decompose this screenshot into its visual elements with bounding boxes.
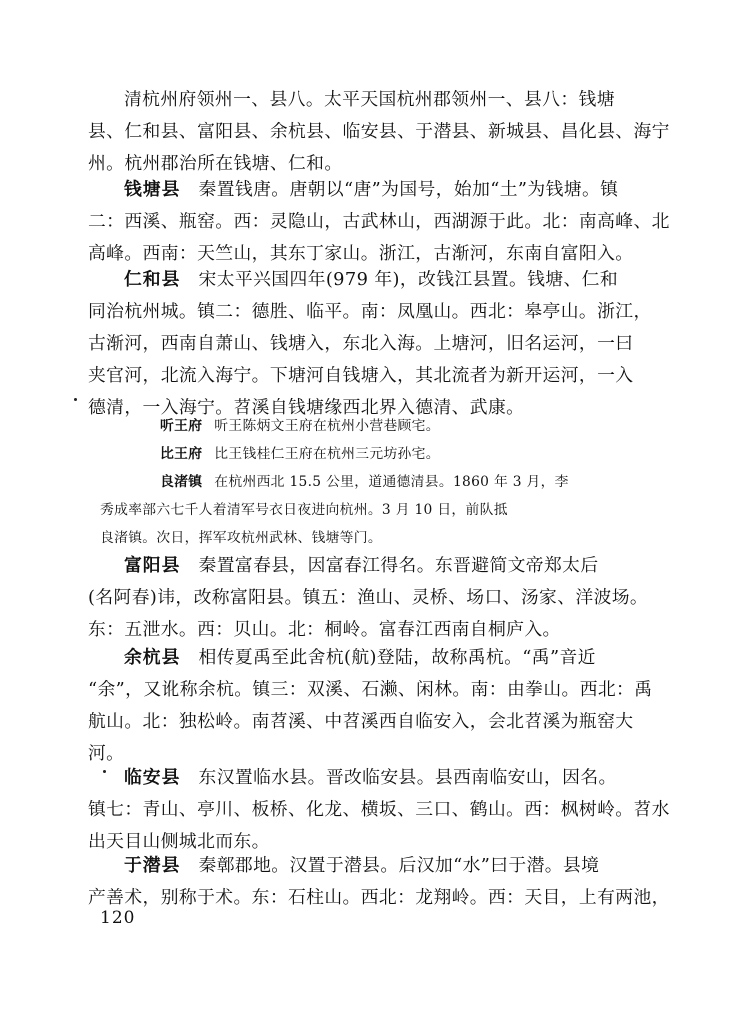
entry-heading: 仁和县 bbox=[124, 269, 181, 290]
entry-heading: 余杭县 bbox=[124, 647, 181, 668]
text-line: (名阿春)讳，改称富阳县。镇五：渔山、灵桥、场口、汤家、洋波场。 bbox=[88, 587, 649, 608]
text-line: 河。 bbox=[88, 743, 125, 764]
entry-heading: 良渚镇 bbox=[160, 474, 203, 490]
text-line: 县、仁和县、富阳县、余杭县、临安县、于潜县、新城县、昌化县、海宁 bbox=[88, 121, 670, 142]
entry-heading: 比王府 bbox=[160, 446, 203, 462]
paragraph-yuhang bbox=[88, 642, 653, 770]
text-line: 夹官河，北流入海宁。下塘河自钱塘入，其北流者为新开运河，一入 bbox=[88, 365, 634, 386]
entry-heading: 于潜县 bbox=[124, 855, 181, 876]
entry-text: 听王陈炳文王府在杭州小营巷顾宅。 bbox=[214, 418, 440, 434]
entry-text: 在杭州西北 15.5 公里，道通德清县。1860 年 3 月，李 bbox=[214, 474, 569, 490]
text-line: 出天目山侧城北而东。 bbox=[88, 831, 270, 852]
text-line bbox=[100, 412, 620, 440]
text-line bbox=[88, 550, 636, 582]
text-line: 秀成率部六七千人着清军号衣日夜进向杭州。3 月 10 日，前队抵 bbox=[100, 502, 508, 518]
text-line bbox=[88, 174, 636, 206]
text-line: 州。杭州郡治所在钱塘、仁和。 bbox=[88, 153, 343, 174]
text-line bbox=[100, 440, 620, 468]
subentry-tingwang bbox=[100, 412, 620, 440]
entry-heading: 听王府 bbox=[160, 418, 203, 434]
paragraph-hangzhou-intro bbox=[88, 84, 670, 180]
entry-heading: 富阳县 bbox=[124, 555, 181, 576]
entry-text: 秦鄣郡地。汉置于潜县。后汉加“水”曰于潜。县境 bbox=[198, 855, 600, 876]
subentry-liangzhu bbox=[100, 468, 620, 552]
paragraph-renhe bbox=[88, 264, 652, 424]
entry-text: 东汉置临水县。晋改临安县。县西南临安山，因名。 bbox=[198, 767, 617, 788]
text-line: 产善术，别称于术。东：石柱山。西北：龙翔岭。西：天目，上有两池， bbox=[88, 887, 670, 908]
text-line: 二：西溪、瓶窑。西：灵隐山，古武林山，西湖源于此。北：南高峰、北 bbox=[88, 211, 670, 232]
paragraph-fuyang bbox=[88, 550, 649, 646]
text-line: 同治杭州城。镇二：德胜、临平。南：凤凰山。西北：皋亭山。浙江， bbox=[88, 301, 652, 322]
entry-text: 秦置富春县，因富春江得名。东晋避简文帝郑太后 bbox=[198, 555, 599, 576]
text-line bbox=[100, 468, 620, 496]
entry-text: 比王钱桂仁王府在杭州三元坊孙宅。 bbox=[214, 446, 440, 462]
text-line: “余”，又讹称余杭。镇三：双溪、石濑、闲林。南：由拳山。西北：禹 bbox=[88, 679, 653, 700]
text-line bbox=[88, 642, 636, 674]
entry-text: 相传夏禹至此舍杭(航)登陆，故称禹杭。“禹”音近 bbox=[198, 647, 596, 668]
page-number: 120 bbox=[100, 908, 136, 928]
text-line: 德清，一入海宁。苕溪自钱塘缘西北界入德清、武康。 bbox=[88, 397, 525, 418]
text-line: 镇七：青山、亭川、板桥、化龙、横坂、三口、鹤山。西：枫树岭。苕水 bbox=[88, 799, 670, 820]
text-line: 清杭州府领州一、县八。太平天国杭州郡领州一、县八：钱塘 bbox=[124, 89, 615, 110]
text-line: 高峰。西南：天竺山，其东丁家山。浙江，古渐河，东南自富阳入。 bbox=[88, 243, 634, 264]
text-line: 良渚镇。次日，挥军攻杭州武林、钱塘等门。 bbox=[100, 530, 382, 546]
text-line: 东：五泄水。西：贝山。北：桐岭。富春江西南自桐庐入。 bbox=[88, 619, 561, 640]
text-line bbox=[88, 264, 636, 296]
scan-speck bbox=[103, 770, 106, 773]
entry-text: 秦置钱唐。唐朝以“唐”为国号，始加“土”为钱塘。镇 bbox=[198, 179, 619, 200]
text-line bbox=[88, 762, 636, 794]
text-line: 航山。北：独松岭。南苕溪、中苕溪西自临安入，会北苕溪为瓶窑大 bbox=[88, 711, 634, 732]
paragraph-linan bbox=[88, 762, 670, 858]
scan-speck bbox=[74, 398, 77, 401]
paragraph-yuqian bbox=[88, 850, 670, 914]
subentry-biwang bbox=[100, 440, 620, 468]
paragraph-qiantang bbox=[88, 174, 670, 270]
text-line bbox=[88, 850, 636, 882]
entry-text: 宋太平兴国四年(979 年)，改钱江县置。钱塘、仁和 bbox=[198, 269, 619, 290]
entry-heading: 临安县 bbox=[124, 767, 181, 788]
text-line: 古渐河，西南自萧山、钱塘入，东北入海。上塘河，旧名运河，一曰 bbox=[88, 333, 634, 354]
entry-heading: 钱塘县 bbox=[124, 179, 181, 200]
